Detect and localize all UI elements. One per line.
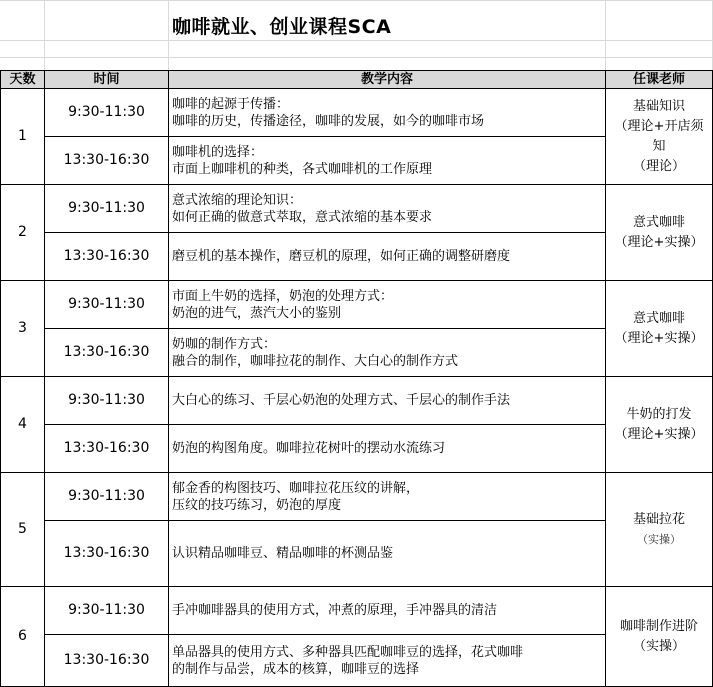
session-row	[1, 587, 713, 635]
content-line: 的制作与品尝，成本的核算，咖啡豆的选择	[172, 661, 420, 677]
teacher-line: 基础知识	[632, 98, 685, 114]
teacher-line: （理论+开店须	[614, 118, 704, 134]
session-time: 13:30-16:30	[45, 329, 169, 377]
teacher-cell	[606, 473, 713, 587]
teacher-line: 咖啡制作进阶	[619, 618, 698, 634]
header-content: 教学内容	[169, 71, 606, 89]
day-number: 5	[1, 473, 45, 587]
content-line: 大白心的练习、千层心奶泡的处理方式、千层心的制作手法	[172, 393, 511, 408]
content-line: 融合的制作，咖啡拉花的制作、大白心的制作方式	[172, 353, 459, 369]
day-number: 6	[1, 587, 45, 687]
session-row	[1, 473, 713, 521]
teacher-cell	[606, 587, 713, 687]
teacher-cell	[606, 185, 713, 281]
content-line: 奶咖的制作方式：	[172, 336, 277, 352]
session-content	[169, 473, 606, 521]
session-time: 13:30-16:30	[45, 137, 169, 185]
session-content	[169, 635, 606, 687]
content-line: 咖啡机的选择：	[172, 144, 264, 160]
content-line: 咖啡的历史，传播途径，咖啡的发展，如今的咖啡市场	[172, 113, 485, 129]
session-content	[169, 425, 606, 473]
teacher-line: 基础拉花	[632, 511, 685, 527]
session-content	[169, 521, 606, 587]
session-time: 13:30-16:30	[45, 635, 169, 687]
header-row	[1, 71, 713, 89]
session-time: 9:30-11:30	[45, 89, 169, 137]
session-row	[1, 281, 713, 329]
course-schedule-table	[0, 70, 713, 687]
session-time: 9:30-11:30	[45, 185, 169, 233]
teacher-line: （理论+实操）	[614, 234, 704, 250]
content-line: 意式浓缩的理论知识：	[172, 192, 303, 208]
content-line: 如何正确的做意式萃取，意式浓缩的基本要求	[172, 209, 433, 225]
teacher-line: （实操）	[637, 532, 681, 546]
day-number: 2	[1, 185, 45, 281]
teacher-line: （理论+实操）	[614, 330, 704, 346]
content-line: 压纹的技巧练习，奶泡的厚度	[172, 497, 342, 513]
session-time: 9:30-11:30	[45, 473, 169, 521]
teacher-cell	[606, 89, 713, 185]
teacher-line: （理论）	[632, 158, 685, 174]
session-content	[169, 281, 606, 329]
schedule-body	[1, 89, 713, 687]
session-time: 13:30-16:30	[45, 425, 169, 473]
content-line: 咖啡的起源于传播：	[172, 96, 290, 112]
content-line: 奶泡的进气，蒸汽大小的鉴别	[172, 305, 342, 321]
session-time: 9:30-11:30	[45, 377, 169, 425]
session-content	[169, 377, 606, 425]
content-line: 市面上牛奶的选择，奶泡的处理方式：	[172, 288, 394, 304]
teacher-line: （实操）	[632, 638, 685, 654]
content-line: 磨豆机的基本操作，磨豆机的原理，如何正确的调整研磨度	[172, 249, 511, 264]
content-line: 奶泡的构图角度。咖啡拉花树叶的摆动水流练习	[172, 441, 446, 456]
session-content	[169, 329, 606, 377]
day-number: 4	[1, 377, 45, 473]
session-content	[169, 587, 606, 635]
session-content	[169, 185, 606, 233]
session-time: 13:30-16:30	[45, 233, 169, 281]
content-line: 单品器具的使用方式、多种器具匹配咖啡豆的选择，花式咖啡	[172, 644, 524, 660]
day-number: 1	[1, 89, 45, 185]
session-row	[1, 377, 713, 425]
header-day: 天数	[1, 71, 45, 89]
session-time: 9:30-11:30	[45, 281, 169, 329]
teacher-cell	[606, 281, 713, 377]
session-content	[169, 89, 606, 137]
session-time: 9:30-11:30	[45, 587, 169, 635]
teacher-line: 牛奶的打发	[626, 406, 692, 422]
session-row	[1, 89, 713, 137]
teacher-line: 意式咖啡	[632, 310, 685, 326]
session-row	[1, 185, 713, 233]
content-line: 市面上咖啡机的种类，各式咖啡机的工作原理	[172, 161, 433, 177]
document-title: 咖啡就业、创业课程SCA	[172, 16, 392, 38]
content-line: 认识精品咖啡豆、精品咖啡的杯测品鉴	[172, 546, 394, 561]
day-number: 3	[1, 281, 45, 377]
content-line: 手冲咖啡器具的使用方式，冲煮的原理，手冲器具的清洁	[172, 603, 498, 618]
teacher-cell	[606, 377, 713, 473]
header-time: 时间	[45, 71, 169, 89]
header-teacher: 任课老师	[606, 71, 713, 89]
session-time: 13:30-16:30	[45, 521, 169, 587]
content-line: 郁金香的构图技巧、咖啡拉花压纹的讲解，	[172, 480, 420, 496]
teacher-line: 知	[652, 138, 666, 154]
teacher-line: 意式咖啡	[632, 214, 685, 230]
session-content	[169, 137, 606, 185]
teacher-line: （理论+实操）	[614, 426, 704, 442]
session-content	[169, 233, 606, 281]
